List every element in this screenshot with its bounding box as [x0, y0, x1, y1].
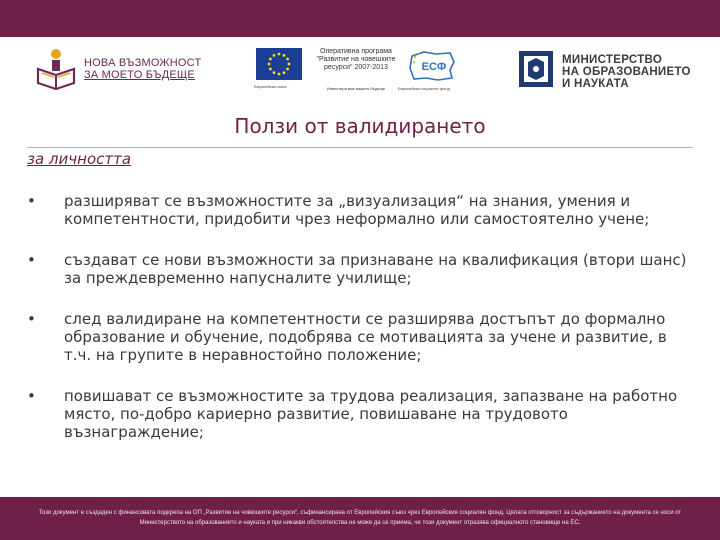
bullet-marker: • — [27, 387, 36, 405]
logo-strip — [0, 42, 720, 100]
op-caption: Инвестира във вашето бъдеще — [326, 86, 386, 91]
eu-logo — [256, 48, 306, 94]
page-title: Ползи от валидирането — [234, 114, 486, 138]
footer-disclaimer: Този документ е създаден с финансовата подкрепа на ОП „Развитие на човешките ресурси“, съфинансирана от Европейския съюз чрез Европейския социален фонд. Цялата отговорност за съдържанието на документа се носи от Министерството на образованието и науката и при никакви обстоятелства не може да се приема, че този документ отразява официалното становище на ЕС. — [38, 510, 682, 526]
ministry-line1: МИНИСТЕРСТВО — [562, 54, 663, 66]
section-divider — [27, 147, 693, 148]
ministry-line2: НА ОБРАЗОВАНИЕТО — [562, 66, 691, 78]
op-line2: "Развитие на човешките — [316, 56, 396, 63]
nova-logo-line2: ЗА МОЕТО БЪДЕЩЕ — [84, 69, 195, 81]
op-line1: Оперативна програма — [320, 48, 392, 55]
book-person-icon — [34, 47, 78, 93]
eu-caption: Европейски съюз — [254, 84, 287, 89]
top-band — [0, 0, 720, 37]
esf-caption: Европейски социален фонд — [398, 86, 450, 91]
ministry-logo — [518, 50, 708, 94]
esf-logo — [398, 48, 464, 94]
nova-vazmojnost-logo — [34, 47, 214, 93]
op-hrd-logo — [312, 48, 400, 94]
bullet-text: повишават се възможностите за трудова реализация, запазване на работно място, по-добро кариерно развитие, повишаване на трудовото възнаграждение; — [64, 387, 678, 441]
bullet-item — [27, 387, 697, 441]
bullet-marker: • — [27, 251, 36, 269]
bullet-marker: • — [27, 192, 36, 210]
esf-label: ЕСФ — [421, 61, 447, 73]
bullet-text: след валидиране на компетентности се разширява достъпът до формално образование и обучение, подобрява се мотивацията за учене и развитие, в т.ч. на групите в неравностойно положение; — [64, 310, 667, 364]
nova-logo-line1: НОВА ВЪЗМОЖНОСТ — [84, 57, 202, 69]
bullet-item — [27, 192, 697, 228]
bullet-item — [27, 251, 697, 287]
esf-map-icon — [406, 48, 458, 84]
ministry-emblem-icon — [518, 50, 554, 88]
bullet-item — [27, 310, 697, 364]
bullet-marker: • — [27, 310, 36, 328]
section-label: за личността — [27, 150, 132, 168]
bullet-text: създават се нови възможности за признаване на квалификация (втори шанс) за преждевременно напусналите училище; — [64, 251, 687, 287]
benefits-list — [27, 192, 697, 464]
op-line3: ресурси" 2007-2013 — [324, 64, 388, 71]
ministry-line3: И НАУКАТА — [562, 78, 629, 90]
bullet-text: разширяват се възможностите за „визуализация“ на знания, умения и компетентности, придобити чрез неформално или самостоятелно учене; — [64, 192, 650, 228]
eu-flag-icon — [256, 48, 302, 80]
